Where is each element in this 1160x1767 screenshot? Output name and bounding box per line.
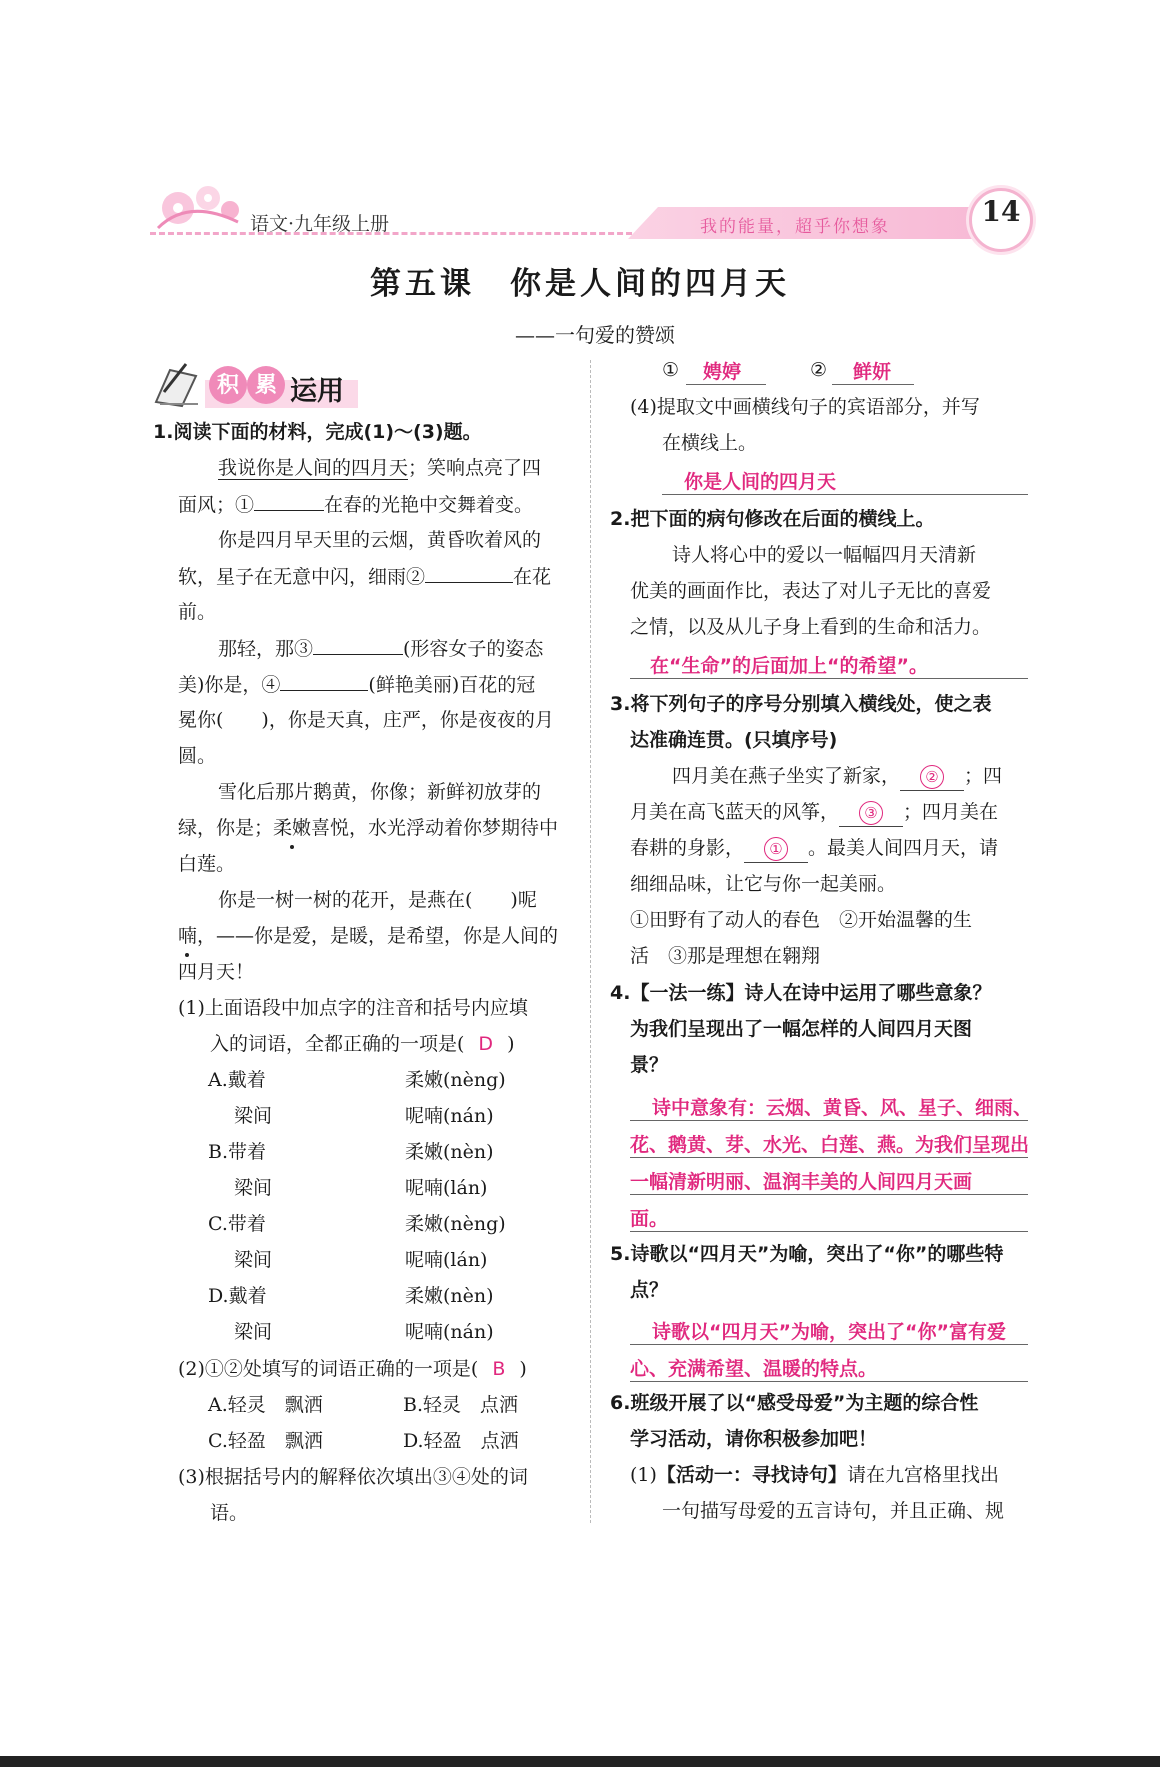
q2-text: 之情，以及从儿子身上看到的生命和活力。 bbox=[630, 616, 992, 638]
passage-line: 四月天！ bbox=[178, 961, 255, 983]
answer-line bbox=[630, 1194, 1028, 1195]
passage-text: 面风；① bbox=[178, 494, 255, 516]
lesson-subtitle: ——一句爱的赞颂 bbox=[515, 323, 675, 347]
answer-4-number: ② bbox=[810, 359, 828, 381]
option-d-1: D.戴着 bbox=[208, 1285, 267, 1307]
emphasis-dot bbox=[290, 845, 294, 849]
option-c-2: 柔嫩(nèng) bbox=[405, 1213, 506, 1235]
q3-text: 。最美人间四月天，请 bbox=[808, 837, 999, 859]
question-4: 4.【一法一练】诗人在诗中运用了哪些意象？ bbox=[610, 982, 992, 1004]
answer-q4: 诗中意象有：云烟、黄昏、风、星子、细雨、 bbox=[652, 1097, 1033, 1119]
answer-circle: ② bbox=[920, 765, 944, 789]
passage-text: 软，星子在无意中闪，细雨② bbox=[178, 566, 426, 588]
question-6-cont: 学习活动，请你积极参加吧！ bbox=[630, 1428, 878, 1450]
q3-blank bbox=[839, 798, 903, 827]
option-d-2: 柔嫩(nèn) bbox=[405, 1285, 494, 1307]
q3-options: 活 ③那是理想在翱翔 bbox=[630, 945, 821, 967]
q3-text: ；四 bbox=[964, 765, 1003, 787]
question-4-cont: 景？ bbox=[630, 1054, 669, 1076]
passage-line bbox=[218, 634, 543, 663]
question-text: (2)①②处填写的词语正确的一项是( bbox=[178, 1358, 479, 1380]
answer-line bbox=[686, 384, 766, 385]
option-c-4: 呢喃(lán) bbox=[405, 1249, 488, 1271]
passage-line: 白莲。 bbox=[178, 853, 236, 875]
sub2-option-c: C.轻盈 飘洒 bbox=[208, 1430, 323, 1452]
q3-line bbox=[672, 762, 1002, 791]
q2-text: 优美的画面作比，表达了对儿子无比的喜爱 bbox=[630, 580, 992, 602]
answer-line bbox=[630, 1120, 1028, 1121]
q3-line: 细细品味，让它与你一起美丽。 bbox=[630, 873, 897, 895]
passage-line: 喃，——你是爱，是暖，是希望，你是人间的 bbox=[178, 925, 559, 947]
blank-2 bbox=[425, 562, 513, 583]
passage-text: 美)你是，④ bbox=[178, 674, 281, 696]
sub-question-1: (1)上面语段中加点字的注音和括号内应填 bbox=[178, 997, 528, 1019]
passage-line: 圆。 bbox=[178, 745, 217, 767]
q3-text: 月美在高飞蓝天的风筝， bbox=[630, 801, 840, 823]
question-2: 2.把下面的病句修改在后面的横线上。 bbox=[610, 508, 935, 530]
sub-question-3: (3)根据括号内的解释依次填出③④处的词 bbox=[178, 1466, 528, 1488]
sub-question-1-cont bbox=[210, 1030, 514, 1058]
passage-line: 雪化后那片鹅黄，你像；新鲜初放芽的 bbox=[218, 781, 542, 803]
option-a-4: 呢喃(nán) bbox=[405, 1105, 494, 1127]
q6-text: (1) bbox=[630, 1464, 657, 1486]
section-badge-1: 积 bbox=[209, 366, 247, 404]
answer-line bbox=[630, 678, 1028, 679]
blank-1 bbox=[254, 490, 324, 511]
answer-line bbox=[630, 1231, 1028, 1232]
q3-text: 四月美在燕子坐实了新家， bbox=[672, 765, 901, 787]
passage-line bbox=[178, 490, 533, 519]
option-b-3: 梁间 bbox=[234, 1177, 273, 1199]
answer-q4: 花、鹅黄、芽、水光、白莲、燕。为我们呈现出 bbox=[630, 1134, 1030, 1156]
question-text: ) bbox=[507, 1033, 515, 1055]
passage-line: 前。 bbox=[178, 601, 217, 623]
q3-blank bbox=[744, 834, 808, 863]
passage-text: 在花 bbox=[513, 566, 552, 588]
section-heading: 运用 bbox=[290, 376, 344, 407]
bottom-bar bbox=[0, 1756, 1160, 1767]
header-subject: 语文·九年级上册 bbox=[250, 213, 390, 235]
passage-line: 绿，你是；柔嫩喜悦，水光浮动着你梦期待中 bbox=[178, 817, 559, 839]
answer-q4: 一幅清新明丽、温润丰美的人间四月天画 bbox=[630, 1171, 973, 1193]
answer-3: 娉婷 bbox=[703, 361, 742, 383]
passage-line bbox=[178, 670, 535, 699]
passage-line: 冕你( )，你是天真，庄严，你是夜夜的月 bbox=[178, 709, 554, 731]
activity-1 bbox=[630, 1461, 999, 1489]
sub-question-2 bbox=[178, 1355, 527, 1383]
option-b-2: 柔嫩(nèn) bbox=[405, 1141, 494, 1163]
option-c-1: C.带着 bbox=[208, 1213, 266, 1235]
underlined-sentence: 我说你是人间的四月天 bbox=[218, 457, 409, 479]
q3-text: ；四月美在 bbox=[903, 801, 999, 823]
q2-text: 诗人将心中的爱以一幅幅四月天清新 bbox=[672, 544, 977, 566]
section-badge-2: 累 bbox=[247, 366, 285, 404]
passage-line: 你是一树一树的花开，是燕在( )呢 bbox=[218, 889, 537, 911]
answer-line bbox=[630, 1344, 1028, 1345]
sub-question-3-cont: 语。 bbox=[210, 1502, 249, 1524]
passage-text: 那轻，那③ bbox=[218, 638, 314, 660]
answer-3-number: ① bbox=[662, 359, 680, 381]
header-dashed-line bbox=[150, 232, 650, 235]
sub-question-4: (4)提取文中画横线句子的宾语部分，并写 bbox=[630, 396, 980, 418]
passage-text: (形容女子的姿态 bbox=[403, 638, 544, 660]
option-a-1: A.戴着 bbox=[208, 1069, 266, 1091]
option-d-4: 呢喃(nán) bbox=[405, 1321, 494, 1343]
answer-q2: 在“生命”的后面加上“的希望”。 bbox=[650, 655, 928, 677]
question-4-cont: 为我们呈现出了一幅怎样的人间四月天图 bbox=[630, 1018, 973, 1040]
book-pen-icon bbox=[152, 362, 204, 408]
answer-q5: 诗歌以“四月天”为喻，突出了“你”富有爱 bbox=[652, 1321, 1006, 1343]
q3-options: ①田野有了动人的春色 ②开始温馨的生 bbox=[630, 909, 973, 931]
activity-1-cont: 一句描写母爱的五言诗句，并且正确、规 bbox=[662, 1500, 1005, 1522]
question-text: ) bbox=[519, 1358, 527, 1380]
q3-text: 春耕的身影， bbox=[630, 837, 745, 859]
lesson-title: 第五课 你是人间的四月天 bbox=[370, 266, 790, 302]
passage-text: ；笑响点亮了四 bbox=[408, 457, 542, 479]
blank-3 bbox=[313, 634, 403, 655]
q3-blank bbox=[900, 762, 964, 791]
answer-line bbox=[630, 1381, 1028, 1382]
column-divider bbox=[590, 360, 591, 1523]
option-a-2: 柔嫩(nèng) bbox=[405, 1069, 506, 1091]
q3-line bbox=[630, 798, 998, 827]
passage-line bbox=[218, 454, 541, 482]
answer-circle: ③ bbox=[859, 801, 883, 825]
blank-4 bbox=[280, 670, 368, 691]
option-b-1: B.带着 bbox=[208, 1141, 267, 1163]
question-6: 6.班级开展了以“感受母爱”为主题的综合性 bbox=[610, 1392, 979, 1414]
q3-line bbox=[630, 834, 998, 863]
emphasis-dot bbox=[185, 953, 189, 957]
passage-text: (鲜艳美丽)百花的冠 bbox=[368, 674, 536, 696]
answer-circle: ① bbox=[764, 837, 788, 861]
answer-2: B bbox=[492, 1358, 506, 1380]
answer-line bbox=[630, 1157, 1028, 1158]
option-c-3: 梁间 bbox=[234, 1249, 273, 1271]
answer-sub4: 你是人间的四月天 bbox=[684, 471, 837, 493]
option-a-3: 梁间 bbox=[234, 1105, 273, 1127]
q6-text: 请在九宫格里找出 bbox=[846, 1464, 999, 1486]
sub2-option-d: D.轻盈 点洒 bbox=[403, 1430, 519, 1452]
question-3-cont: 达准确连贯。(只填序号) bbox=[630, 729, 838, 751]
flower-ornament-icon bbox=[148, 178, 258, 240]
question-1: 1.阅读下面的材料，完成(1)～(3)题。 bbox=[153, 421, 482, 443]
answer-line bbox=[662, 494, 1028, 495]
activity-label: 【活动一：寻找诗句】 bbox=[656, 1464, 847, 1486]
page-number: 14 bbox=[981, 195, 1021, 228]
question-5-cont: 点？ bbox=[630, 1279, 669, 1301]
answer-line bbox=[832, 384, 914, 385]
header-slogan: 我的能量，超乎你想象 bbox=[700, 217, 890, 237]
passage-line: 你是四月早天里的云烟，黄昏吹着风的 bbox=[218, 529, 542, 551]
answer-q4: 面。 bbox=[630, 1208, 669, 1230]
sub-question-4-cont: 在横线上。 bbox=[662, 432, 758, 454]
question-3: 3.将下列句子的序号分别填入横线处，使之表 bbox=[610, 693, 992, 715]
passage-line bbox=[178, 562, 551, 591]
answer-1: D bbox=[478, 1033, 494, 1055]
passage-text: 在春的光艳中交舞着变。 bbox=[324, 494, 534, 516]
question-text: 入的词语，全都正确的一项是( bbox=[210, 1033, 465, 1055]
answer-4: 鲜妍 bbox=[853, 361, 892, 383]
sub2-option-a: A.轻灵 飘洒 bbox=[208, 1394, 323, 1416]
sub2-option-b: B.轻灵 点洒 bbox=[403, 1394, 519, 1416]
question-5: 5.诗歌以“四月天”为喻，突出了“你”的哪些特 bbox=[610, 1243, 1004, 1265]
option-d-3: 梁间 bbox=[234, 1321, 273, 1343]
option-b-4: 呢喃(lán) bbox=[405, 1177, 488, 1199]
answer-q5: 心、充满希望、温暖的特点。 bbox=[630, 1358, 878, 1380]
